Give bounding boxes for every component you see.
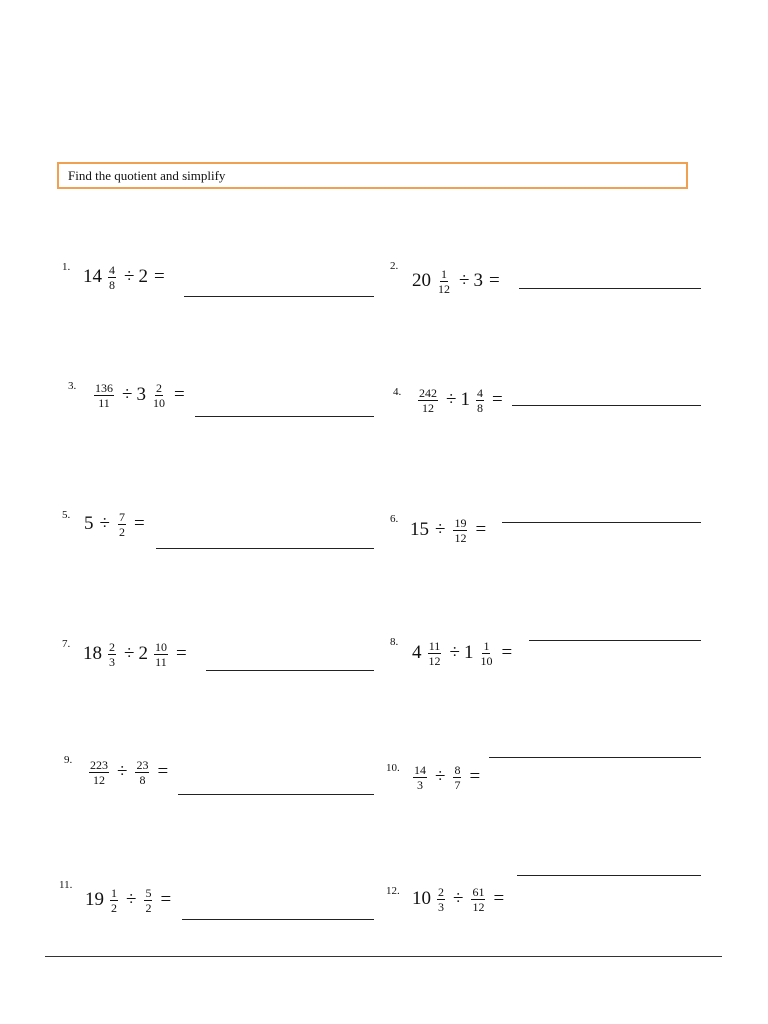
answer-line[interactable]: [502, 522, 701, 523]
fraction-denominator: 10: [480, 653, 493, 668]
fraction-numerator: 10: [154, 639, 167, 654]
equals-sign: =: [501, 642, 513, 663]
fraction-numerator: 1: [483, 638, 490, 653]
answer-line[interactable]: [195, 416, 374, 417]
fraction-numerator: 23: [136, 757, 149, 772]
answer-line[interactable]: [529, 640, 701, 641]
problem-expression: [84, 507, 149, 541]
problem-number: 11.: [59, 879, 73, 891]
fraction-denominator: 3: [109, 654, 115, 669]
fraction-denominator: 12: [472, 899, 485, 914]
fraction-numerator: 7: [118, 509, 125, 524]
fraction-numerator: 11: [428, 638, 441, 653]
fraction: [453, 763, 461, 792]
equals-sign: =: [491, 389, 503, 410]
fraction-denominator: 2: [111, 900, 117, 915]
fraction-denominator: 12: [438, 281, 450, 296]
fraction: [476, 386, 484, 415]
equals-sign: =: [475, 519, 487, 540]
problem-expression: [90, 378, 189, 412]
fraction-denominator: 12: [422, 400, 434, 415]
fraction: [471, 885, 485, 914]
fraction-denominator: 11: [155, 654, 167, 669]
problem-expression: [412, 882, 508, 916]
problem-expression: [412, 636, 516, 670]
whole-number: 15: [410, 519, 429, 540]
fraction: [118, 510, 126, 539]
problem-expression: [410, 513, 490, 547]
fraction: [479, 639, 493, 668]
problem-number: 8.: [390, 636, 399, 648]
divide-sign: ÷: [449, 642, 460, 663]
answer-line[interactable]: [184, 296, 374, 297]
fraction-numerator: 1: [441, 266, 447, 281]
divide-sign: ÷: [459, 270, 470, 291]
answer-line[interactable]: [512, 405, 701, 406]
problem-expression: [85, 883, 175, 917]
fraction-numerator: 2: [438, 884, 444, 899]
whole-number: 3: [136, 384, 146, 405]
fraction-denominator: 11: [98, 395, 110, 410]
fraction-numerator: 19: [454, 515, 467, 530]
answer-line[interactable]: [182, 919, 374, 920]
problem-number: 1.: [62, 261, 71, 273]
fraction-denominator: 3: [417, 777, 423, 792]
problem-number: 5.: [62, 509, 71, 521]
fraction-denominator: 8: [476, 400, 483, 415]
problem-number: 9.: [64, 754, 73, 766]
divide-sign: ÷: [453, 888, 464, 909]
fraction-denominator: 7: [454, 777, 461, 792]
problem-number: 10.: [386, 762, 400, 774]
fraction-denominator: 2: [118, 524, 125, 539]
equals-sign: =: [153, 266, 165, 287]
divide-sign: ÷: [124, 643, 135, 664]
equals-sign: =: [157, 761, 169, 782]
instructions-text: Find the quotient and simplify: [68, 168, 226, 183]
whole-number: 1: [463, 642, 474, 663]
fraction: [428, 639, 442, 668]
answer-line[interactable]: [489, 757, 701, 758]
problem-number: 2.: [390, 260, 399, 272]
fraction: [453, 516, 467, 545]
fraction: [135, 758, 149, 787]
problem-number: 6.: [390, 513, 399, 525]
fraction: [418, 386, 438, 415]
divide-sign: ÷: [99, 513, 110, 534]
divide-sign: ÷: [117, 761, 128, 782]
fraction: [110, 886, 118, 915]
fraction: [152, 381, 166, 410]
fraction-numerator: 242: [419, 385, 437, 400]
fraction: [108, 640, 116, 669]
problem-number: 7.: [62, 638, 71, 650]
whole-number: 3: [473, 270, 483, 291]
fraction-denominator: 3: [438, 899, 444, 914]
fraction-numerator: 14: [414, 762, 426, 777]
divide-sign: ÷: [124, 266, 135, 287]
fraction-denominator: 8: [109, 277, 115, 292]
whole-number: 10: [412, 888, 431, 909]
fraction-numerator: 136: [95, 380, 113, 395]
fraction-numerator: 4: [109, 262, 115, 277]
equals-sign: =: [133, 513, 145, 534]
fraction: [413, 763, 427, 792]
fraction-numerator: 2: [155, 380, 162, 395]
divide-sign: ÷: [435, 766, 446, 787]
whole-number: 19: [85, 889, 104, 910]
answer-line[interactable]: [156, 548, 374, 549]
fraction-denominator: 2: [145, 900, 152, 915]
fraction: [154, 640, 168, 669]
fraction: [437, 885, 445, 914]
problem-expression: [85, 755, 172, 789]
answer-line[interactable]: [206, 670, 374, 671]
problem-expression: [83, 637, 191, 671]
whole-number: 1: [460, 389, 470, 410]
equals-sign: =: [175, 643, 187, 664]
fraction-numerator: 61: [472, 884, 485, 899]
problem-expression: [83, 260, 169, 294]
whole-number: 14: [83, 266, 102, 287]
equals-sign: =: [488, 270, 500, 291]
equals-sign: =: [493, 888, 505, 909]
divide-sign: ÷: [126, 889, 137, 910]
divide-sign: ÷: [122, 384, 133, 405]
problem-number: 4.: [393, 386, 402, 398]
equals-sign: =: [160, 889, 172, 910]
fraction: [437, 267, 451, 296]
equals-sign: =: [173, 384, 185, 405]
fraction: [108, 263, 116, 292]
fraction-numerator: 223: [90, 757, 108, 772]
answer-line[interactable]: [517, 875, 701, 876]
whole-number: 20: [412, 270, 431, 291]
instructions-box: [57, 162, 688, 189]
fraction-numerator: 4: [476, 385, 483, 400]
equals-sign: =: [469, 766, 481, 787]
fraction-denominator: 8: [139, 772, 146, 787]
fraction-denominator: 12: [454, 530, 467, 545]
fraction-denominator: 12: [428, 653, 441, 668]
problem-expression: [414, 383, 507, 417]
fraction-numerator: 8: [454, 762, 461, 777]
whole-number: 2: [138, 643, 148, 664]
whole-number: 2: [138, 266, 148, 287]
whole-number: 4: [412, 642, 422, 663]
fraction-numerator: 2: [109, 639, 115, 654]
answer-line[interactable]: [178, 794, 374, 795]
fraction: [144, 886, 152, 915]
whole-number: 5: [84, 513, 94, 534]
problem-number: 3.: [68, 380, 77, 392]
footer-divider: [45, 956, 722, 957]
fraction-denominator: 12: [93, 772, 105, 787]
divide-sign: ÷: [446, 389, 457, 410]
answer-line[interactable]: [519, 288, 701, 289]
whole-number: 18: [83, 643, 102, 664]
problem-number: 12.: [386, 885, 400, 897]
fraction-numerator: 1: [111, 885, 117, 900]
fraction: [89, 758, 109, 787]
problem-expression: [412, 264, 504, 298]
problem-expression: [409, 760, 484, 794]
fraction: [94, 381, 114, 410]
fraction-denominator: 10: [152, 395, 165, 410]
divide-sign: ÷: [435, 519, 446, 540]
fraction-numerator: 5: [145, 885, 152, 900]
